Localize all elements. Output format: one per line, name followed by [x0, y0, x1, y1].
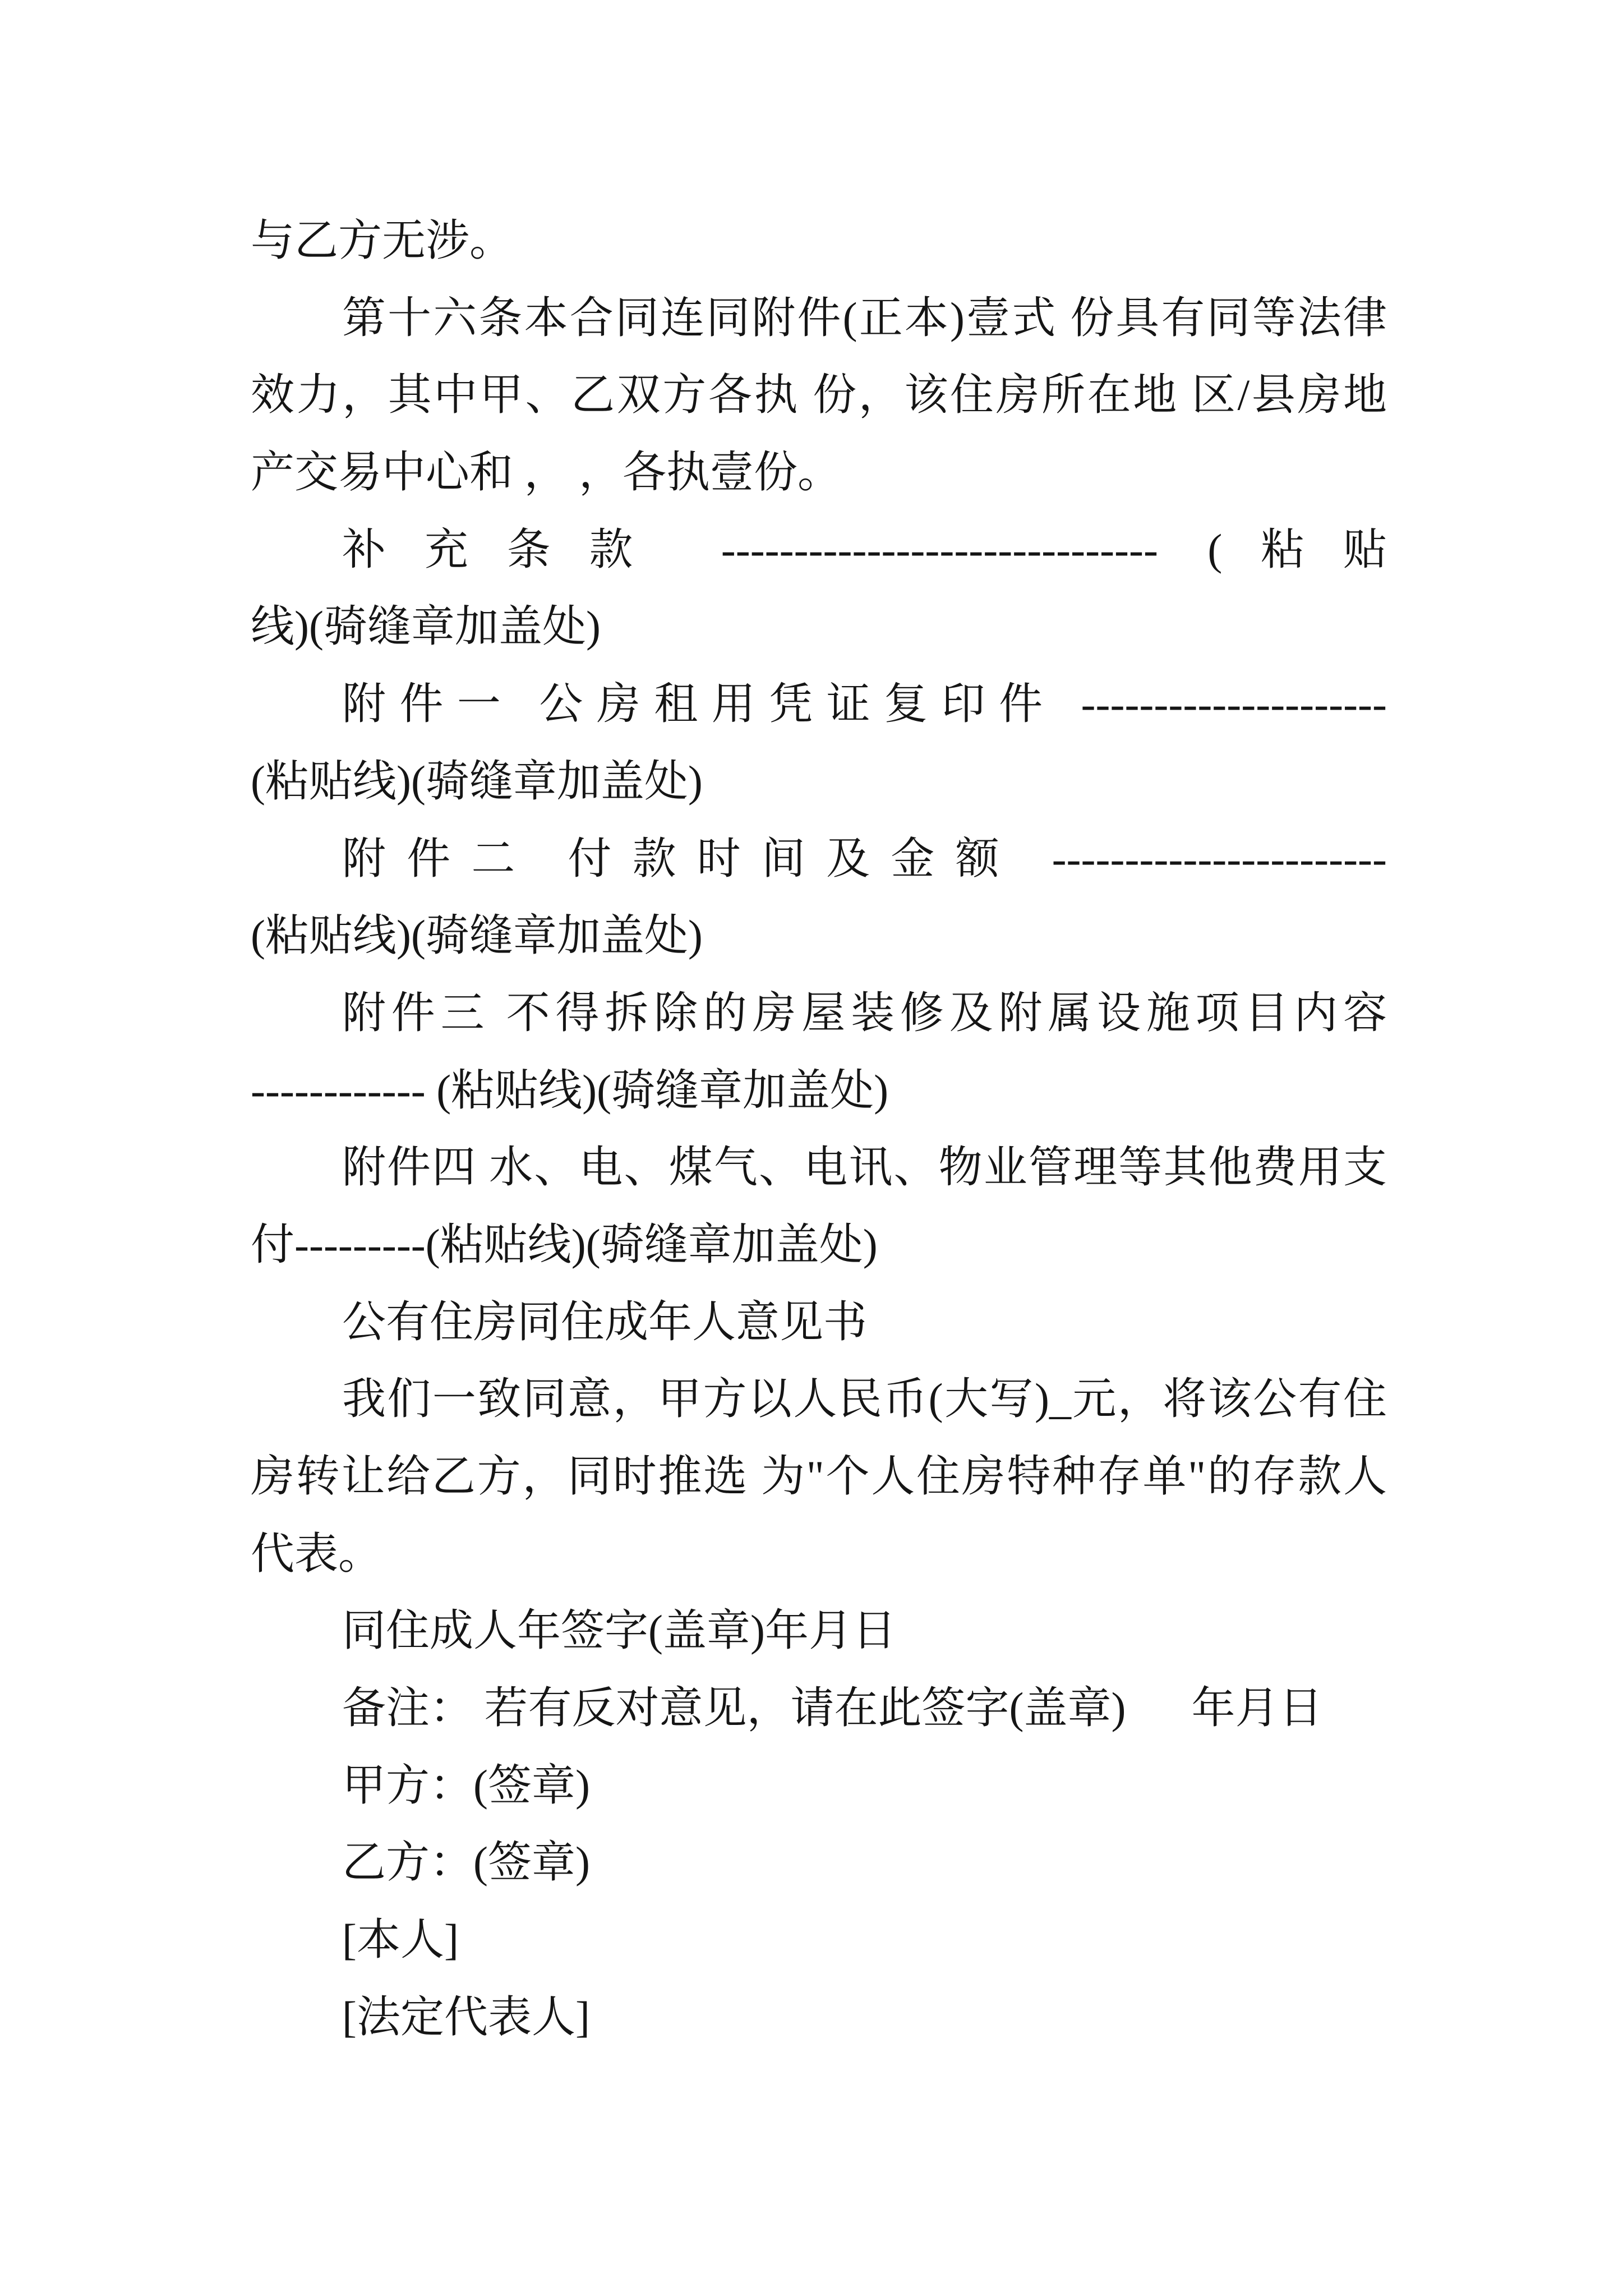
opinion-letter-heading	[251, 1283, 1387, 1361]
text-line: [法定代表人]	[342, 1992, 590, 2041]
text-line: 产交易中心和 ， ，各执壹份。	[251, 448, 842, 497]
self-option-line	[251, 1901, 1387, 1978]
text-line: 附件三 不得拆除的房屋装修及附属设施项目内容	[342, 988, 1387, 1037]
attachment-3-paragraph	[251, 974, 1387, 1129]
text-line: 房转让给乙方，同时推选 为"个人住房特种存单"的存款人	[251, 1452, 1387, 1501]
text-line: 甲方：(签章)	[342, 1760, 590, 1810]
party-b-signature-line	[251, 1824, 1387, 1901]
text-line: 公有住房同住成年人意见书	[342, 1297, 868, 1346]
text-line: (粘贴线)(骑缝章加盖处)	[251, 756, 703, 806]
text-line: 附件一 公房租用凭证复印件 ---------------------	[342, 679, 1387, 729]
text-line: 同住成人年签字(盖章)年月日	[342, 1606, 896, 1655]
text-line: 代表。	[251, 1529, 382, 1578]
party-a-signature-line	[251, 1747, 1387, 1824]
paragraph-closing-sentence	[251, 202, 1387, 279]
text-line: 附件四 水、电、煤气、电讯、物业管理等其他费用支	[342, 1143, 1387, 1192]
remarks-line	[251, 1669, 1387, 1747]
text-line: 乙方：(签章)	[342, 1838, 590, 1887]
attachment-1-paragraph	[251, 665, 1387, 820]
text-line: 备注： 若有反对意见，请在此签字(盖章) 年月日	[342, 1683, 1323, 1733]
text-line: [本人]	[342, 1915, 459, 1964]
attachment-2-paragraph	[251, 820, 1387, 974]
text-line: 付---------(粘贴线)(骑缝章加盖处)	[251, 1220, 878, 1269]
text-line: (粘贴线)(骑缝章加盖处)	[251, 911, 703, 960]
legal-representative-option-line	[251, 1978, 1387, 2056]
text-line: 与乙方无涉。	[251, 216, 514, 265]
attachment-4-paragraph	[251, 1129, 1387, 1283]
text-line: 效力，其中甲、乙双方各执 份，该住房所在地 区/县房地	[251, 370, 1387, 420]
text-line: 附件二 付款时间及金额 -----------------------	[342, 834, 1387, 883]
text-line: 补充条款 ------------------------------ (粘贴	[342, 524, 1387, 574]
cohabitant-signature-line	[251, 1592, 1387, 1669]
clause-16-paragraph	[251, 279, 1387, 511]
supplementary-terms-paragraph	[251, 511, 1387, 665]
text-line: 我们一致同意，甲方以人民币(大写)_元，将该公有住	[342, 1374, 1387, 1424]
document-body	[251, 202, 1387, 2056]
text-line: ------------ (粘贴线)(骑缝章加盖处)	[251, 1065, 889, 1115]
consent-paragraph	[251, 1360, 1387, 1592]
text-line: 第十六条本合同连同附件(正本)壹式 份具有同等法律	[342, 293, 1387, 342]
text-line: 线)(骑缝章加盖处)	[251, 602, 601, 651]
